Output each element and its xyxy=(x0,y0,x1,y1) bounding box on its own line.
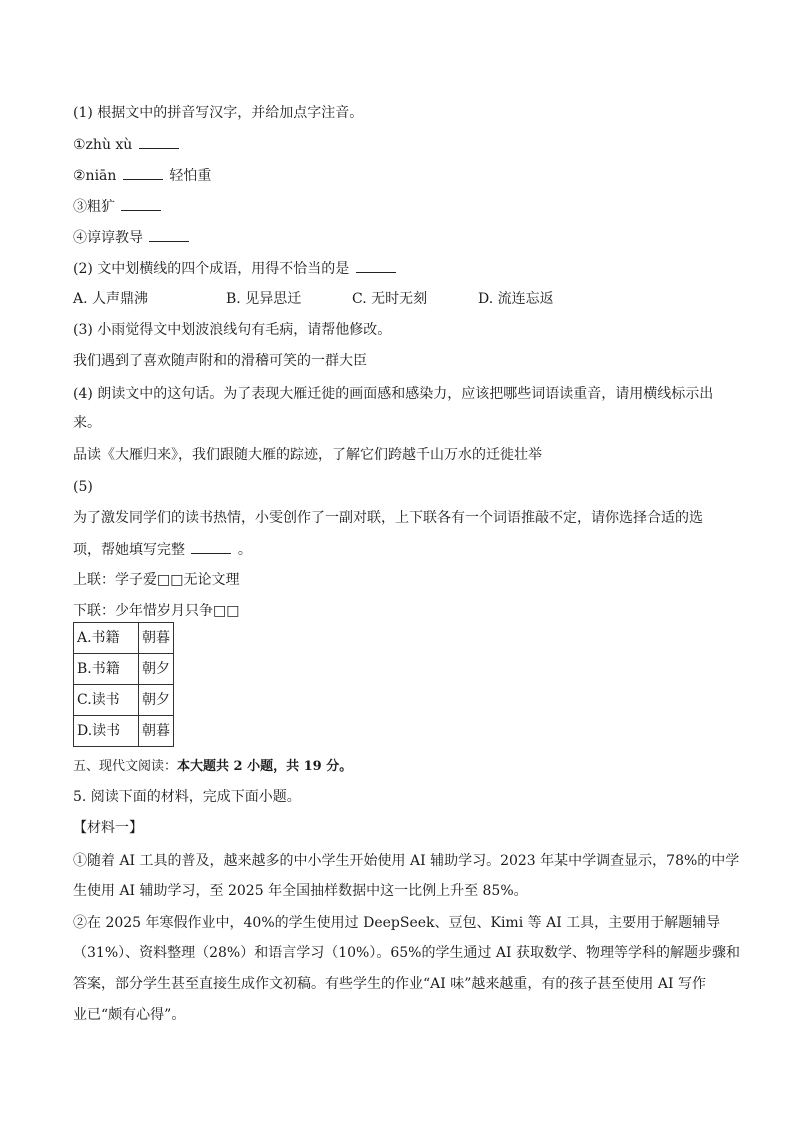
q2-option-a: A. 人声鼎沸 xyxy=(73,291,149,307)
q2-option-d: D. 流连忘返 xyxy=(478,291,554,307)
q5-prompt-line-1: 为了激发同学们的读书热情，小雯创作了一副对联，上下联各有一个词语推敲不定，请你选择合适的选 xyxy=(73,510,703,526)
q5-prompt-text: 项，帮她填写完整 xyxy=(73,542,185,558)
option-word: A.书籍 xyxy=(74,623,139,654)
answer-blank[interactable] xyxy=(123,165,163,180)
q4-prompt-line-2: 来。 xyxy=(73,415,101,431)
q1-item-2-suffix: 轻怕重 xyxy=(169,168,212,184)
q4-prompt-line-1: (4) 朗读文中的这句话。为了表现大雁迁徙的画面感和感染力，应该把哪些词语读重音，请用横线标示出 xyxy=(73,386,714,402)
q1-item-3 xyxy=(73,196,163,217)
q2-prompt-line xyxy=(73,258,398,279)
q4-sentence: 品读《大雁归来》，我们跟随大雁的踪迹，了解它们跨越千山万水的迁徙壮举 xyxy=(73,447,542,463)
answer-blank[interactable] xyxy=(356,258,396,273)
material-p1-line-1: ①随着 AI 工具的普及，越来越多的中小学生开始使用 AI 辅助学习。2023 年某中学调查显示，78%的中学 xyxy=(73,853,740,869)
options-table xyxy=(73,622,174,747)
material-p2-line-3: 答案，部分学生甚至直接生成作文初稿。有些学生的作业“AI 味”越来越重，有的孩子甚至使用 AI 写作 xyxy=(73,976,706,992)
q2-option-b: B. 见异思迁 xyxy=(226,291,302,307)
q5-prompt-line-2 xyxy=(73,539,252,560)
answer-blank[interactable] xyxy=(191,539,231,554)
q1-item-1 xyxy=(73,134,181,155)
option-time: 朝暮 xyxy=(139,623,174,654)
q1-item-1-label: ①zhù xù xyxy=(73,137,133,153)
option-word: D.读书 xyxy=(74,716,139,747)
material-p2-line-4: 业已“颇有心得”。 xyxy=(73,1007,186,1023)
q5-number: (5) xyxy=(73,479,93,495)
q1-item-4-label: ④谆谆教导 xyxy=(73,230,143,246)
section-heading-label: 五、现代文阅读： xyxy=(73,759,178,774)
answer-blank[interactable] xyxy=(139,134,179,149)
q5-prompt-end: 。 xyxy=(237,542,252,558)
option-time: 朝夕 xyxy=(139,654,174,685)
q1-item-3-label: ③粗犷 xyxy=(73,199,115,215)
material-p2-line-1: ②在 2025 年寒假作业中，40%的学生使用过 DeepSeek、豆包、Kimi 等 AI 工具，主要用于解题辅导 xyxy=(73,915,721,931)
table-row xyxy=(74,685,174,716)
material-p1-line-2: 生使用 AI 辅助学习，至 2025 年全国抽样数据中这一比例上升至 85%。 xyxy=(73,883,528,899)
option-word: C.读书 xyxy=(74,685,139,716)
q1-item-4 xyxy=(73,227,191,248)
answer-blank[interactable] xyxy=(149,227,189,242)
option-time: 朝暮 xyxy=(139,716,174,747)
q5-reading-prompt: 5. 阅读下面的材料，完成下面小题。 xyxy=(73,789,301,805)
option-time: 朝夕 xyxy=(139,685,174,716)
table-row xyxy=(74,654,174,685)
couplet-lower: 下联：少年惜岁月只争□□ xyxy=(73,603,240,619)
section-heading xyxy=(73,757,352,777)
q2-prompt: (2) 文中划横线的四个成语，用得不恰当的是 xyxy=(73,261,350,277)
material-p2-line-2: （31%）、资料整理（28%）和语言学习（10%）。65%的学生通过 AI 获取数学、物理等学科的解题步骤和 xyxy=(73,945,741,961)
q1-item-2 xyxy=(73,165,211,186)
answer-blank[interactable] xyxy=(121,196,161,211)
table-row xyxy=(74,716,174,747)
q3-prompt: (3) 小雨觉得文中划波浪线句有毛病，请帮他修改。 xyxy=(73,322,392,338)
q2-option-c: C. 无时无刻 xyxy=(352,291,428,307)
q3-sentence: 我们遇到了喜欢随声附和的滑稽可笑的一群大臣 xyxy=(73,353,367,369)
couplet-upper: 上联：学子爱□□无论文理 xyxy=(73,572,240,588)
q1-item-2-label: ②niān xyxy=(73,168,117,184)
section-heading-detail: 本大题共 2 小题，共 19 分。 xyxy=(177,759,353,774)
option-word: B.书籍 xyxy=(74,654,139,685)
table-row xyxy=(74,623,174,654)
q1-prompt: (1) 根据文中的拼音写汉字，并给加点字注音。 xyxy=(73,105,364,121)
material-title: 【材料一】 xyxy=(73,820,143,836)
